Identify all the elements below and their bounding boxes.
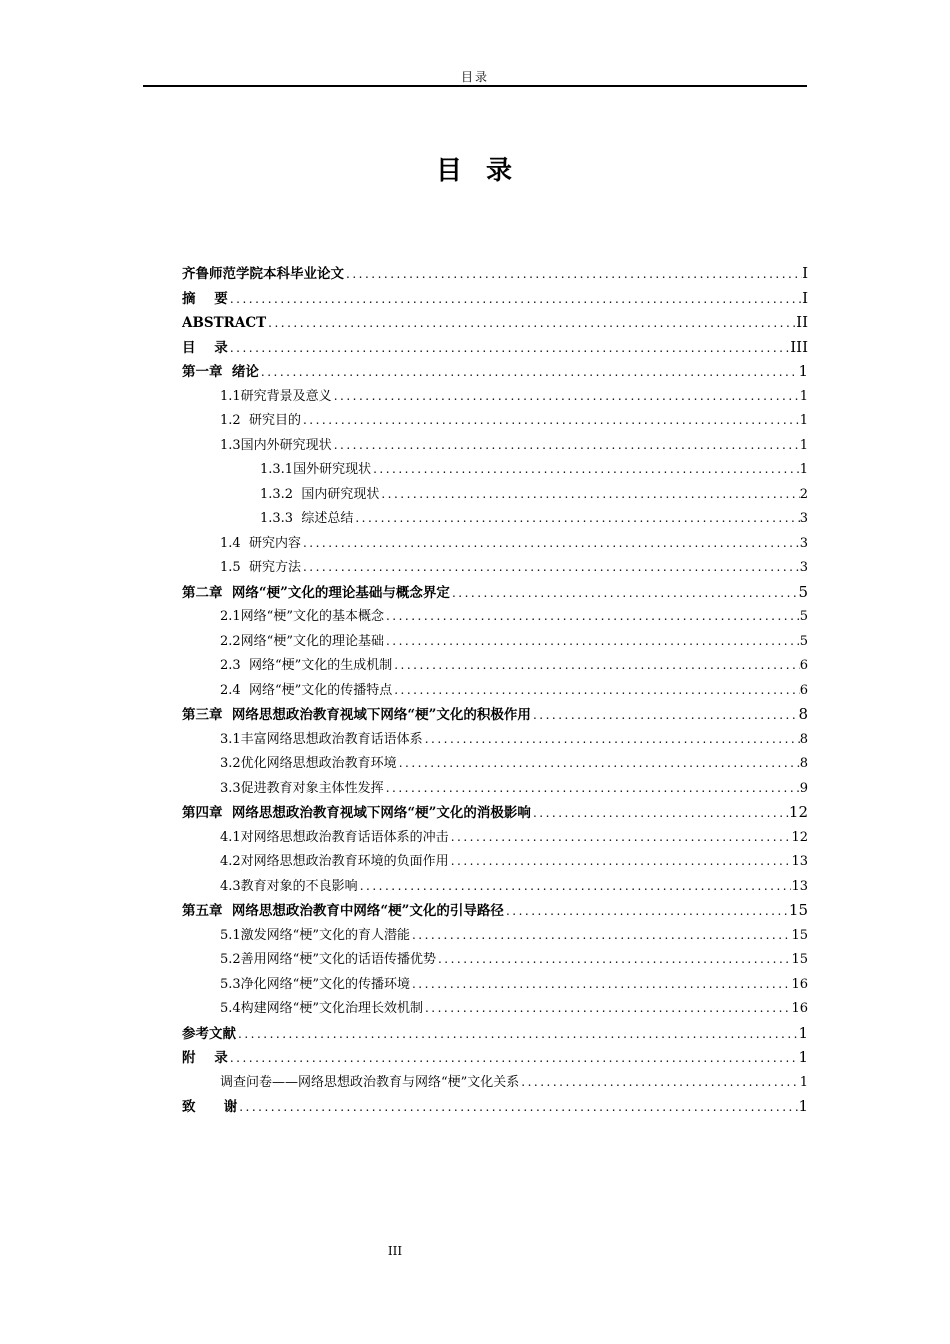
toc-leader-dots: [332, 384, 800, 409]
toc-entry-page: 12: [791, 829, 808, 845]
toc-entry[interactable]: [182, 1021, 808, 1046]
toc-leader-dots: [384, 629, 800, 654]
toc-entry-label: ABSTRACT: [182, 315, 267, 331]
toc-leader-dots: [531, 801, 789, 825]
toc-entry-label: 1.3国内外研究现状: [220, 437, 332, 453]
toc-entry[interactable]: [182, 727, 808, 752]
toc-entry-label: 1.2 研究目的: [220, 413, 301, 428]
toc-entry-page: I: [802, 264, 808, 282]
toc-entry-label: 第三章 网络思想政治教育视域下网络“梗”文化的积极作用: [182, 707, 531, 723]
toc-entry[interactable]: [182, 898, 808, 923]
toc-entry-label: 齐鲁师范学院本科毕业论文: [182, 266, 344, 282]
toc-entry-label: 3.1丰富网络思想政治教育话语体系: [220, 731, 423, 747]
toc-entry-label: 目 录: [182, 339, 228, 356]
toc-entry-label: 2.2网络“梗”文化的理论基础: [220, 633, 384, 649]
header-rule: [143, 85, 807, 87]
toc-entry-page: 1: [799, 462, 808, 477]
toc-entry-label: 5.1激发网络“梗”文化的育人潜能: [220, 927, 410, 943]
toc-entry-page: 8: [799, 756, 808, 771]
toc-leader-dots: [423, 727, 800, 752]
toc-entry-label: 2.1网络“梗”文化的基本概念: [220, 609, 384, 624]
toc-entry-page: 1: [799, 437, 808, 453]
toc-entry-label: 第一章 绪论: [182, 364, 259, 380]
toc-entry-label: 第二章 网络“梗”文化的理论基础与概念界定: [182, 584, 450, 601]
toc-entry-page: 16: [791, 1001, 808, 1016]
toc-entry-label: 参考文献: [182, 1025, 236, 1042]
toc-entry-label: 3.2优化网络思想政治教育环境: [220, 756, 397, 771]
toc-entry-page: 8: [798, 705, 808, 723]
toc-entry-page: 1: [799, 413, 808, 428]
toc-leader-dots: [228, 336, 790, 360]
toc-leader-dots: [531, 703, 799, 727]
toc-entry-page: 15: [791, 927, 808, 943]
toc-entry-page: 1: [798, 1048, 808, 1066]
toc-entry[interactable]: [182, 776, 808, 801]
toc-entry[interactable]: [182, 359, 808, 384]
toc-entry[interactable]: [182, 555, 808, 580]
toc-leader-dots: [353, 506, 799, 531]
toc-entry-label: 第四章 网络思想政治教育视域下网络“梗”文化的消极影响: [182, 805, 531, 821]
toc-entry-label: 1.3.3 综述总结: [260, 511, 354, 526]
toc-leader-dots: [436, 947, 791, 972]
toc-leader-dots: [449, 825, 792, 850]
table-of-contents: [182, 261, 808, 1119]
toc-entry[interactable]: [182, 849, 808, 874]
toc-entry-label: 5.3净化网络“梗”文化的传播环境: [220, 976, 410, 992]
toc-entry-page: 5: [798, 582, 808, 601]
toc-entry-label: 1.4 研究内容: [220, 535, 301, 551]
toc-leader-dots: [237, 1095, 798, 1119]
toc-entry-label: 5.2善用网络“梗”文化的话语传播优势: [220, 952, 436, 967]
toc-entry-page: 3: [799, 560, 808, 575]
toc-entry-page: 15: [791, 952, 808, 967]
toc-leader-dots: [384, 776, 800, 801]
toc-entry-page: 3: [799, 511, 808, 526]
toc-leader-dots: [301, 408, 800, 433]
toc-leader-dots: [410, 923, 791, 948]
toc-entry-page: 1: [798, 362, 808, 380]
toc-entry[interactable]: [182, 1070, 808, 1095]
toc-entry[interactable]: [182, 874, 808, 899]
toc-entry-page: 5: [799, 609, 808, 624]
toc-entry[interactable]: [182, 800, 808, 825]
toc-leader-dots: [228, 287, 802, 311]
toc-entry[interactable]: [182, 482, 808, 507]
toc-entry[interactable]: [182, 923, 808, 948]
toc-entry-label: 2.3 网络“梗”文化的生成机制: [220, 658, 393, 673]
toc-entry[interactable]: [182, 408, 808, 433]
toc-entry-page: 1: [798, 1023, 808, 1042]
toc-entry-page: III: [790, 337, 808, 356]
toc-leader-dots: [301, 555, 800, 580]
toc-entry[interactable]: [182, 286, 808, 311]
toc-leader-dots: [344, 262, 802, 286]
toc-leader-dots: [397, 751, 800, 776]
toc-entry[interactable]: [182, 384, 808, 409]
toc-leader-dots: [392, 653, 799, 678]
toc-entry-page: 16: [791, 976, 808, 992]
toc-entry-page: 13: [791, 854, 808, 869]
toc-entry[interactable]: [182, 751, 808, 776]
toc-entry-page: 3: [799, 535, 808, 551]
toc-leader-dots: [379, 482, 799, 507]
toc-entry-page: 13: [791, 878, 808, 894]
toc-entry-page: I: [802, 288, 808, 307]
toc-leader-dots: [358, 874, 792, 899]
toc-leader-dots: [384, 604, 800, 629]
toc-entry-label: 4.3教育对象的不良影响: [220, 878, 358, 894]
toc-entry-label: 致 谢: [182, 1099, 238, 1115]
toc-entry-page: 9: [799, 780, 808, 796]
running-header: 目录: [460, 70, 489, 84]
toc-entry[interactable]: [182, 702, 808, 727]
toc-entry-label: 摘 要: [182, 290, 228, 307]
toc-entry[interactable]: [182, 604, 808, 629]
toc-entry-page: 12: [788, 803, 808, 821]
toc-entry[interactable]: [182, 335, 808, 360]
toc-entry[interactable]: [182, 261, 808, 286]
toc-leader-dots: [228, 1046, 799, 1070]
toc-entry-page: 15: [788, 901, 808, 919]
toc-leader-dots: [449, 849, 792, 874]
toc-entry-label: 附 录: [182, 1050, 228, 1066]
toc-leader-dots: [301, 531, 800, 556]
toc-entry[interactable]: [182, 1094, 808, 1119]
page-number: III: [387, 1244, 403, 1258]
toc-leader-dots: [332, 433, 800, 458]
toc-entry[interactable]: [182, 629, 808, 654]
toc-entry-label: 1.3.2 国内研究现状: [260, 486, 380, 502]
toc-entry-page: 6: [799, 658, 808, 673]
toc-leader-dots: [266, 311, 796, 335]
toc-entry[interactable]: [182, 947, 808, 972]
toc-entry[interactable]: [182, 457, 808, 482]
toc-leader-dots: [519, 1070, 799, 1095]
toc-leader-dots: [259, 360, 799, 384]
toc-entry-page: 2: [799, 486, 808, 502]
toc-entry-label: 调查问卷——网络思想政治教育与网络“梗”文化关系: [220, 1074, 520, 1090]
toc-entry-page: 8: [799, 731, 808, 747]
toc-entry-label: 4.1对网络思想政治教育话语体系的冲击: [220, 829, 449, 845]
toc-entry-label: 5.4构建网络“梗”文化治理长效机制: [220, 1001, 423, 1016]
toc-leader-dots: [423, 996, 791, 1021]
page-title: 目 录: [435, 156, 515, 186]
toc-entry[interactable]: [182, 506, 808, 531]
toc-entry[interactable]: [182, 653, 808, 678]
toc-entry-page: 1: [799, 388, 808, 404]
toc-entry[interactable]: [182, 580, 808, 605]
toc-entry[interactable]: [182, 825, 808, 850]
toc-entry[interactable]: [182, 433, 808, 458]
toc-entry[interactable]: [182, 531, 808, 556]
toc-leader-dots: [410, 972, 791, 997]
toc-entry-label: 4.2对网络思想政治教育环境的负面作用: [220, 854, 449, 869]
toc-entry-page: 1: [799, 1074, 808, 1090]
toc-entry-label: 3.3促进教育对象主体性发挥: [220, 780, 384, 796]
toc-entry-label: 2.4 网络“梗”文化的传播特点: [220, 682, 393, 698]
toc-leader-dots: [504, 899, 789, 923]
toc-leader-dots: [371, 457, 800, 482]
toc-entry[interactable]: [182, 972, 808, 997]
toc-entry-page: 1: [798, 1097, 808, 1115]
toc-entry[interactable]: [182, 996, 808, 1021]
toc-leader-dots: [450, 581, 799, 605]
toc-entry-label: 1.3.1国外研究现状: [260, 462, 372, 477]
toc-entry-page: 5: [799, 633, 808, 649]
toc-entry[interactable]: [182, 678, 808, 703]
toc-entry-label: 1.1研究背景及意义: [220, 388, 332, 404]
toc-entry-label: 第五章 网络思想政治教育中网络“梗”文化的引导路径: [182, 903, 504, 919]
toc-leader-dots: [236, 1022, 798, 1046]
toc-entry[interactable]: [182, 310, 808, 335]
toc-entry[interactable]: [182, 1045, 808, 1070]
toc-entry-page: II: [796, 313, 808, 331]
toc-entry-page: 6: [799, 682, 808, 698]
toc-entry-label: 1.5 研究方法: [220, 560, 301, 575]
toc-leader-dots: [392, 678, 799, 703]
